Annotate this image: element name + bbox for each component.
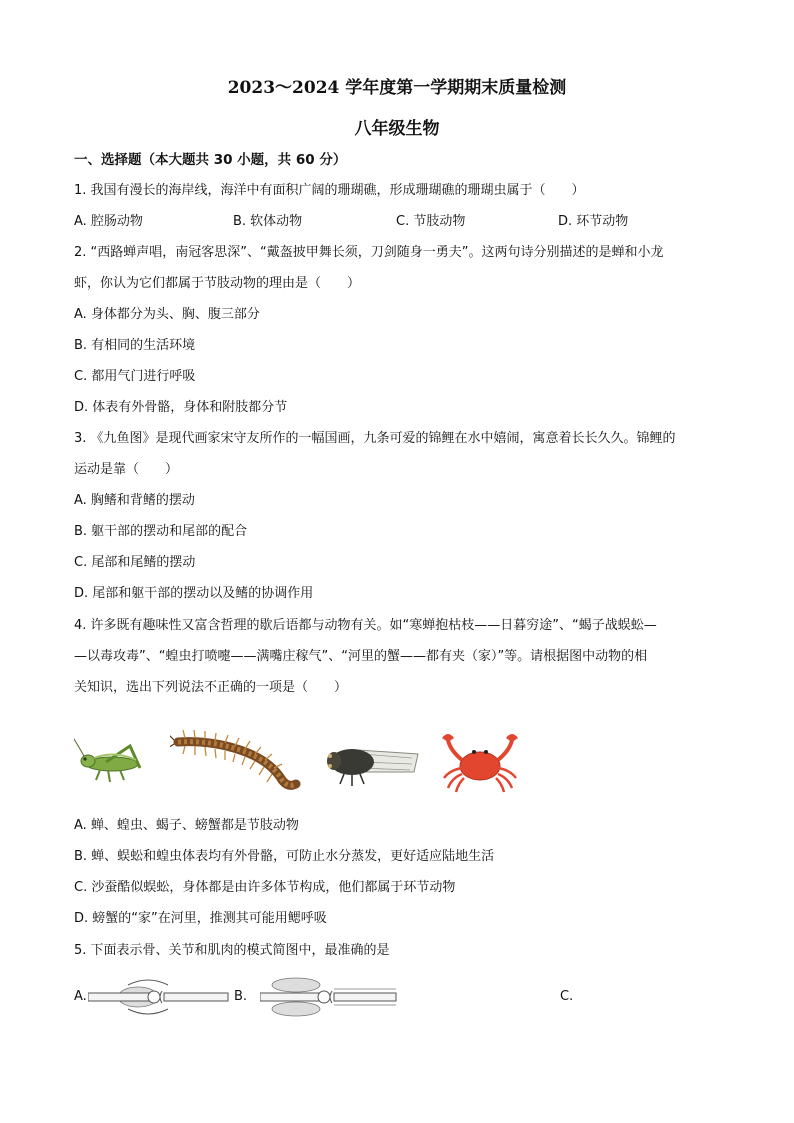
crab-icon — [438, 728, 522, 796]
q4-option-c: C. 沙蚕酷似蜈蚣，身体都是由许多体节构成，他们都属于环节动物 — [74, 880, 456, 895]
grasshopper-icon — [74, 728, 154, 796]
q1-option-c: C. 节肢动物 — [396, 214, 466, 229]
q2-option-b: B. 有相同的生活环境 — [74, 338, 196, 353]
q2-option-a: A. 身体都分为头、胸、腹三部分 — [74, 307, 260, 322]
bone-joint-diagram-a — [88, 975, 238, 1019]
q4-animal-images — [74, 728, 534, 796]
q3-stem-line2: 运动是靠（ ） — [74, 462, 179, 477]
cicada-icon — [322, 728, 422, 796]
centipede-icon — [170, 728, 310, 796]
q4-stem-line1: 4. 许多既有趣味性又富含哲理的歇后语都与动物有关。如“寒蝉抱枯枝——日暮穷途”、“蝎子战蜈蚣— — [74, 618, 657, 633]
q5-stem: 5. 下面表示骨、关节和肌肉的模式简图中，最准确的是 — [74, 943, 390, 958]
q3-option-a: A. 胸鳍和背鳍的摆动 — [74, 493, 195, 508]
q1-option-a: A. 腔肠动物 — [74, 214, 143, 229]
q5-option-a-label: A. — [74, 989, 87, 1004]
q2-stem-line1: 2. “西路蝉声唱，南冠客思深”、“戴盔披甲舞长须，刀剑随身一勇夫”。这两句诗分别描述的是蝉和小龙 — [74, 245, 664, 260]
q2-stem-line2: 虾，你认为它们都属于节肢动物的理由是（ ） — [74, 276, 361, 291]
q4-option-a: A. 蝉、蝗虫、蝎子、螃蟹都是节肢动物 — [74, 818, 299, 833]
exam-subtitle: 八年级生物 — [354, 119, 440, 139]
q4-stem-line3: 关知识，选出下列说法不正确的一项是（ ） — [74, 680, 348, 695]
q5-option-c-label: C. — [560, 989, 574, 1004]
q4-stem-line2: —以毒攻毒”、“蝗虫打喷嚏——满嘴庄稼气”、“河里的蟹——都有夹（家）”等。请根据图中动物的相 — [74, 649, 648, 664]
q3-option-b: B. 躯干部的摆动和尾部的配合 — [74, 524, 248, 539]
q2-option-d: D. 体表有外骨骼，身体和附肢都分节 — [74, 400, 288, 415]
q5-option-b-label: B. — [234, 989, 248, 1004]
q3-option-c: C. 尾部和尾鳍的摆动 — [74, 555, 196, 570]
q2-option-c: C. 都用气门进行呼吸 — [74, 369, 196, 384]
exam-title: 2023～2024 学年度第一学期期末质量检测 — [227, 78, 567, 98]
q5-diagrams — [74, 975, 694, 1019]
q3-option-d: D. 尾部和躯干部的摆动以及鳍的协调作用 — [74, 586, 314, 601]
section-heading: 一、选择题（本大题共 30 小题，共 60 分） — [74, 152, 347, 168]
q1-option-b: B. 软体动物 — [233, 214, 303, 229]
q3-stem-line1: 3. 《九鱼图》是现代画家宋守友所作的一幅国画，九条可爱的锦鲤在水中嬉闹，寓意着长长久久。锦鲤的 — [74, 431, 676, 446]
q1-stem: 1. 我国有漫长的海岸线，海洋中有面积广阔的珊瑚礁，形成珊瑚礁的珊瑚虫属于（ ） — [74, 183, 585, 198]
q1-option-d: D. 环节动物 — [558, 214, 629, 229]
q4-option-d: D. 螃蟹的“家”在河里，推测其可能用鳃呼吸 — [74, 911, 327, 926]
bone-joint-diagram-b — [260, 975, 400, 1019]
q4-option-b: B. 蝉、蜈蚣和蝗虫体表均有外骨骼，可防止水分蒸发，更好适应陆地生活 — [74, 849, 495, 864]
